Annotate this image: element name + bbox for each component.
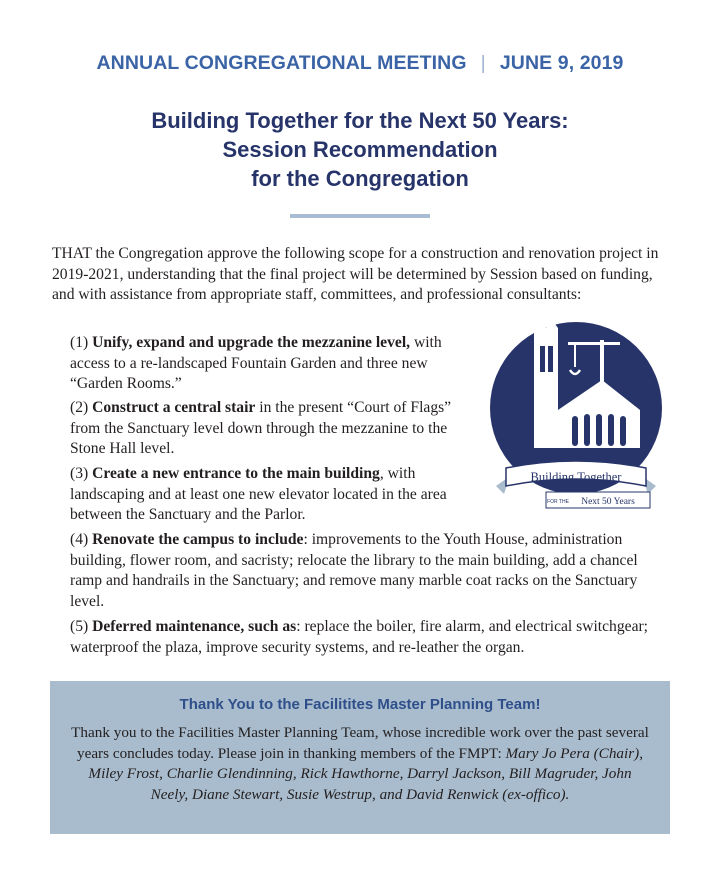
church-tower-icon bbox=[534, 320, 558, 448]
building-together-logo bbox=[490, 318, 666, 514]
item-number: (1) bbox=[70, 334, 93, 351]
thanks-panel bbox=[50, 681, 670, 834]
item-lead: Construct a central stair bbox=[92, 399, 256, 416]
team-member-names: Mary Jo Pera (Chair), Miley Frost, Charlie Glendinning, Rick Hawthorne, Darryl Jackson, Bill Magruder, John Neely, Diane Stewart, Susie Westrup, and David Renwick (ex-offico). bbox=[88, 744, 643, 803]
recommendation-item-4 bbox=[70, 530, 670, 612]
item-text: with access to a re-landscaped Fountain Garden and three new “Garden Rooms.” bbox=[70, 334, 442, 392]
logo-banner-text: Building Together bbox=[530, 470, 622, 484]
meeting-name: ANNUAL CONGREGATIONAL MEETING bbox=[96, 52, 467, 74]
recommendation-item-5 bbox=[70, 617, 670, 658]
logo-subbanner bbox=[546, 492, 650, 508]
intro-paragraph: THAT the Congregation approve the following scope for a construction and renovation project in 2019-2021, understanding that the final project will be determined by Session based on funding, and with assistance from appropriate staff, committees, and professional consultants: bbox=[52, 245, 659, 303]
recommendation-item-1 bbox=[70, 333, 470, 395]
title-line-1: Building Together for the Next 50 Years: bbox=[151, 108, 569, 133]
item-number: (3) bbox=[70, 465, 93, 482]
page-title bbox=[0, 106, 720, 193]
title-divider bbox=[290, 214, 430, 218]
header-separator: | bbox=[480, 52, 486, 74]
meeting-date: JUNE 9, 2019 bbox=[499, 52, 624, 74]
thanks-body bbox=[70, 723, 650, 805]
logo-subbanner-text: Next 50 Years bbox=[581, 497, 635, 507]
recommendation-item-3 bbox=[70, 464, 470, 526]
thanks-message: Thank you to the Facilities Master Planning Team, whose incredible work over the past several years concludes today. Please join in thanking members of the FMPT: bbox=[71, 724, 649, 762]
thanks-title: Thank You to the Facilitites Master Planning Team! bbox=[179, 696, 541, 713]
item-number: (2) bbox=[70, 399, 93, 416]
recommendation-item-2 bbox=[70, 398, 470, 460]
item-number: (5) bbox=[70, 618, 93, 635]
item-text: : improvements to the Youth House, administration building, flower room, and sacristy; relocate the library to the main building, add a chancel ramp and handrails in the Sanctuary; and remove many marble coat racks on the Sanctuary level. bbox=[70, 531, 638, 610]
item-lead: Create a new entrance to the main building bbox=[92, 465, 380, 482]
title-line-3: for the Congregation bbox=[251, 166, 469, 191]
item-text: in the present “Court of Flags” from the Sanctuary level down through the mezzanine to the Stone Hall level. bbox=[70, 399, 452, 457]
item-text: , with landscaping and at least one new elevator located in the area between the Sanctuary and the Parlor. bbox=[70, 465, 447, 523]
item-lead: Renovate the campus to include bbox=[92, 531, 304, 548]
item-lead: Unify, expand and upgrade the mezzanine level, bbox=[92, 334, 411, 351]
item-number: (4) bbox=[70, 531, 93, 548]
meeting-header bbox=[0, 52, 720, 75]
item-lead: Deferred maintenance, such as bbox=[92, 618, 297, 635]
item-text: : replace the boiler, fire alarm, and electrical switchgear; waterproof the plaza, improve security systems, and re-leather the organ. bbox=[70, 618, 649, 656]
logo-subbanner-prefix: FOR THE bbox=[547, 499, 569, 505]
title-line-2: Session Recommendation bbox=[222, 137, 498, 162]
